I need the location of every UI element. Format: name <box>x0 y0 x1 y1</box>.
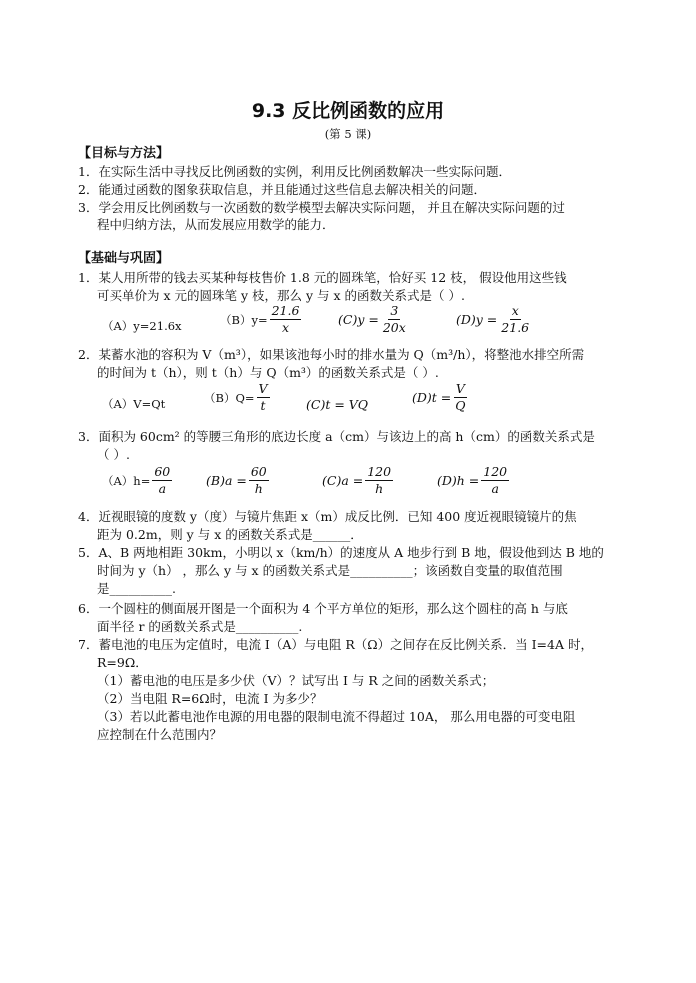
q2-option-d-denominator: Q <box>455 398 466 413</box>
page-subtitle: (第 5 课) <box>324 127 372 141</box>
q3-option-d <box>437 464 509 497</box>
q1-option-d <box>456 303 531 336</box>
q3-option-d-numerator: 120 <box>483 464 508 479</box>
q2-option-b-fraction <box>257 381 270 414</box>
q1-option-b-denominator: x <box>281 320 290 335</box>
q2-option-b-numerator: V <box>258 381 268 396</box>
q3-option-d-denominator: a <box>491 481 499 496</box>
q1-option-d-numerator: x <box>511 303 519 318</box>
q7-line-2: R=9Ω． <box>97 655 148 670</box>
q2-option-b <box>204 381 270 414</box>
q3-line-2: （ ）. <box>97 447 130 462</box>
q5-line-1: 5．A、B 两地相距 30km，小明以 x（km/h）的速度从 A 地步行到 B 地，假设他到达 B 地的 <box>78 545 604 560</box>
q3-option-a-denominator: a <box>158 481 167 496</box>
goal-item-3-cont: 程中归纳方法，从而发展应用数学的能力． <box>97 217 335 232</box>
q1-line-2: 可买单价为 x 元的圆珠笔 y 枝，那么 y 与 x 的函数关系式是（ ）. <box>97 288 465 303</box>
section-heading-basics: 【基础与巩固】 <box>78 251 170 266</box>
q2-option-d-fraction <box>453 381 467 414</box>
q1-option-b-numerator: 21.6 <box>271 303 300 318</box>
q3-option-b-denominator: h <box>254 481 263 496</box>
q3-option-c-numerator: 120 <box>367 464 392 479</box>
q3-option-c <box>322 464 393 497</box>
q3-line-1: 3．面积为 60cm² 的等腰三角形的底边长度 a（cm）与该边上的高 h（cm）的函数关系式是 <box>78 429 595 444</box>
q1-option-c-fraction <box>381 303 408 336</box>
q3-option-d-fraction <box>481 464 509 497</box>
q6-line-2: 面半径 r 的函数关系式是__________. <box>97 619 303 634</box>
q2-option-b-prefix: （B）Q= <box>204 390 255 405</box>
q2-option-d-prefix: (D)t = <box>412 390 452 405</box>
q3-option-a-fraction <box>152 464 172 497</box>
q2-option-b-denominator: t <box>260 398 266 413</box>
q5-line-3: 是__________. <box>97 581 176 596</box>
q3-option-b-numerator: 60 <box>250 464 267 479</box>
q1-option-d-denominator: 21.6 <box>501 320 530 335</box>
q2-line-1: 2．某蓄水池的容积为 V（m³），如果该池每小时的排水量为 Q（m³/h），将整池水排空所需 <box>78 347 585 362</box>
q5-line-2: 时间为 y（h） ，那么 y 与 x 的函数关系式是__________；该函数自变量的取值范围 <box>97 563 563 578</box>
q7-sub-2: （2）当电阻 R=6Ω时，电流 I 为多少？ <box>97 691 323 706</box>
q1-option-b-fraction <box>270 303 302 336</box>
q2-option-a: （A）V=Qt <box>102 397 166 411</box>
q3-option-b-prefix: (B)a = <box>206 473 247 488</box>
q3-option-a-prefix: （A）h= <box>102 473 151 488</box>
q7-sub-3: （3）若以此蓄电池作电源的用电器的限制电流不得超过 10A， 那么用电器的可变电阻 <box>97 709 576 724</box>
q1-option-c <box>338 303 408 336</box>
q1-option-a: （A）y=21.6x <box>102 319 182 333</box>
q3-option-b-fraction <box>249 464 269 497</box>
q1-option-b <box>220 303 301 336</box>
q3-option-a <box>102 464 172 497</box>
q1-option-d-prefix: (D)y = <box>456 312 498 327</box>
q2-option-c: (C)t = VQ <box>306 397 369 412</box>
q4-line-1: 4．近视眼镜的度数 y（度）与镜片焦距 x（m）成反比例．已知 400 度近视眼镜镜片的焦 <box>78 509 577 524</box>
page-title: 9.3 反比例函数的应用 <box>251 100 445 122</box>
q1-line-1: 1．某人用所带的钱去买某种每枝售价 1.8 元的圆珠笔，恰好买 12 枝， 假设他用这些钱 <box>78 270 567 285</box>
q7-sub-1: （1）蓄电池的电压是多少伏（V）？试写出 I 与 R 之间的函数关系式； <box>97 673 495 688</box>
q1-option-c-numerator: 3 <box>390 303 399 318</box>
q4-line-2: 距为 0.2m，则 y 与 x 的函数关系式是______． <box>97 527 363 542</box>
q3-option-c-prefix: (C)a = <box>322 473 364 488</box>
q3-option-a-numerator: 60 <box>154 464 171 479</box>
q3-option-c-fraction <box>365 464 393 497</box>
goal-item-3: 3．学会用反比例函数与一次函数的数学模型去解决实际问题， 并且在解决实际问题的过 <box>78 200 565 215</box>
q2-option-d <box>412 381 468 414</box>
q2-line-2: 的时间为 t（h），则 t（h）与 Q（m³）的函数关系式是（ ）. <box>97 365 439 380</box>
q2-option-d-numerator: V <box>455 381 465 396</box>
q7-sub-3-cont: 应控制在什么范围内？ <box>97 727 223 742</box>
q6-line-1: 6．一个圆柱的侧面展开图是一个面积为 4 个平方单位的矩形，那么这个圆柱的高 h 与底 <box>78 601 568 616</box>
goal-item-2: 2．能通过函数的图象获取信息，并且能通过这些信息去解决相关的问题． <box>78 182 486 197</box>
goal-item-1: 1．在实际生活中寻找反比例函数的实例，利用反比例函数解决一些实际问题． <box>78 164 511 179</box>
q1-option-c-prefix: (C)y = <box>338 312 379 327</box>
q3-option-d-prefix: (D)h = <box>437 473 480 488</box>
q1-option-d-fraction <box>499 303 531 336</box>
q3-option-c-denominator: h <box>375 481 384 496</box>
q7-line-1: 7．蓄电池的电压为定值时，电流 I（A）与电阻 R（Ω）之间存在反比例关系．当 I=4A 时， <box>78 637 593 652</box>
q1-option-b-prefix: （B）y= <box>220 312 268 327</box>
q3-option-b <box>206 464 269 497</box>
q1-option-c-denominator: 20x <box>382 320 406 335</box>
section-heading-goals: 【目标与方法】 <box>78 146 170 161</box>
